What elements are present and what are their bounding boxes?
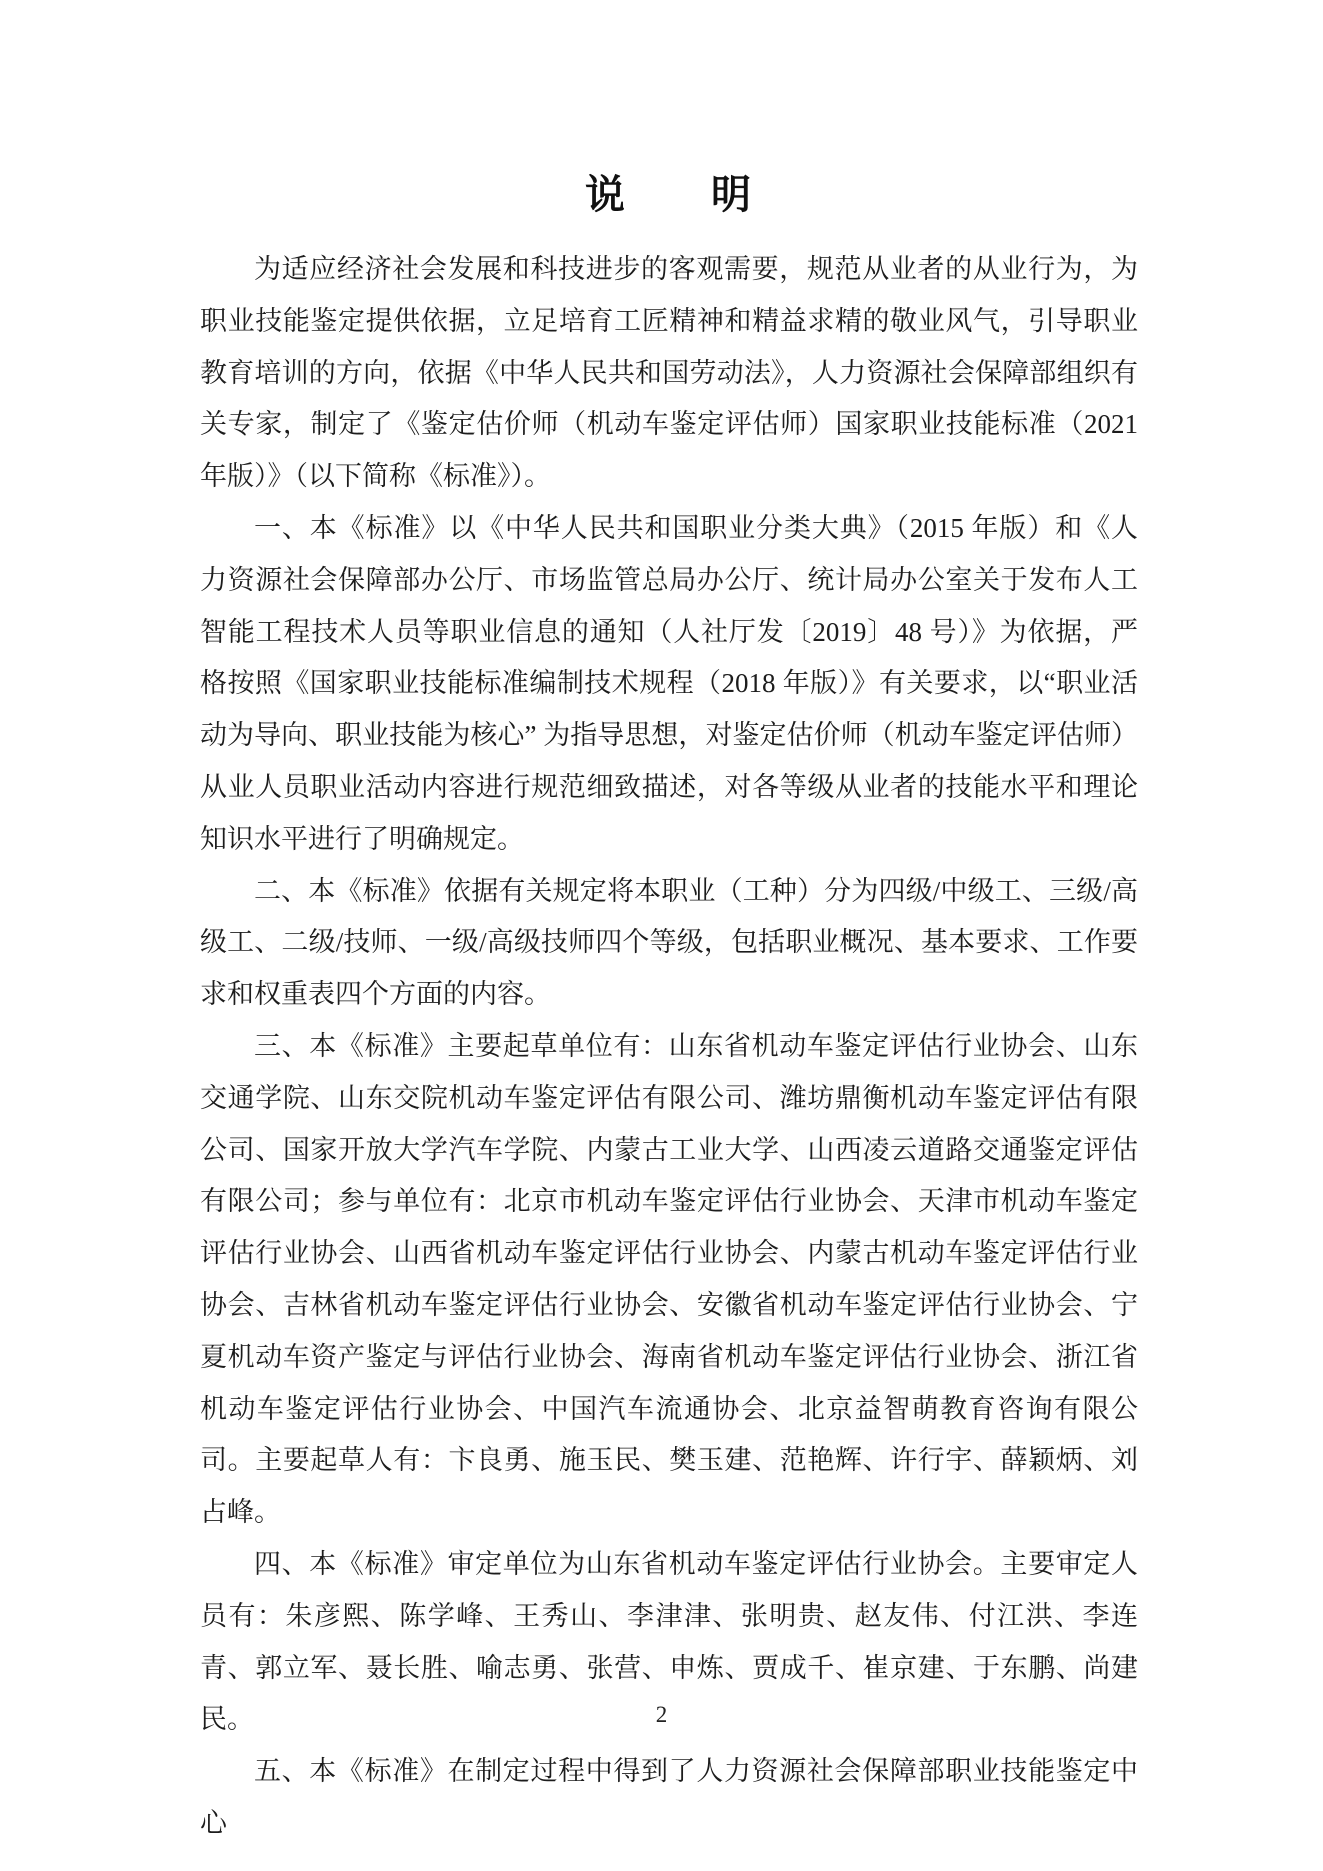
paragraph-item-2: 二、本《标准》依据有关规定将本职业（工种）分为四级/中级工、三级/高级工、二级/技师、一级/高级技师四个等级，包括职业概况、基本要求、工作要求和权重表四个方面的内容。 [200,875,1138,1010]
paragraph-item-1: 一、本《标准》以《中华人民共和国职业分类大典》（2015 年版）和《人力资源社会保障部办公厅、市场监管总局办公厅、统计局办公室关于发布人工智能工程技术人员等职业信息的通知（人社厅发〔2019〕48 号）》为依据，严格按照《国家职业技能标准编制技术规程（2018 年版）》有关要求，以“职业活动为导向、职业技能为核心” 为指导思想，对鉴定估价师（机动车鉴定评估师）从业人员职业活动内容进行规范细致描述，对各等级从业者的技能水平和理论知识水平进行了明确规定。 [200,512,1138,854]
paragraph-item-5: 五、本《标准》在制定过程中得到了人力资源社会保障部职业技能鉴定中心 [200,1756,1138,1838]
paragraph-item-3: 三、本《标准》主要起草单位有：山东省机动车鉴定评估行业协会、山东交通学院、山东交院机动车鉴定评估有限公司、潍坊鼎衡机动车鉴定评估有限公司、国家开放大学汽车学院、内蒙古工业大学、山西凌云道路交通鉴定评估有限公司；参与单位有：北京市机动车鉴定评估行业协会、天津市机动车鉴定评估行业协会、山西省机动车鉴定评估行业协会、内蒙古机动车鉴定评估行业协会、吉林省机动车鉴定评估行业协会、安徽省机动车鉴定评估行业协会、宁夏机动车资产鉴定与评估行业协会、海南省机动车鉴定评估行业协会、浙江省机动车鉴定评估行业协会、中国汽车流通协会、北京益智萌教育咨询有限公司。主要起草人有：卞良勇、施玉民、樊玉建、范艳辉、许行宇、薛颖炳、刘占峰。 [200,1030,1138,1528]
paragraph-intro: 为适应经济社会发展和科技进步的客观需要，规范从业者的从业行为，为职业技能鉴定提供依据，立足培育工匠精神和精益求精的敬业风气，引导职业教育培训的方向，依据《中华人民共和国劳动法》，人力资源社会保障部组织有关专家，制定了《鉴定估价师（机动车鉴定评估师）国家职业技能标准（2021 年版）》（以下简称《标准》）。 [200,254,1138,492]
page-number: 2 [655,1702,668,1727]
page-title: 说 明 [585,172,753,217]
document-body [200,244,1138,1850]
paragraph-item-4: 四、本《标准》审定单位为山东省机动车鉴定评估行业协会。主要审定人员有：朱彦熙、陈学峰、王秀山、李津津、张明贵、赵友伟、付江洪、李连青、郭立军、聂长胜、喻志勇、张营、申炼、贾成千、崔京建、于东鹏、尚建民。 [200,1548,1138,1735]
